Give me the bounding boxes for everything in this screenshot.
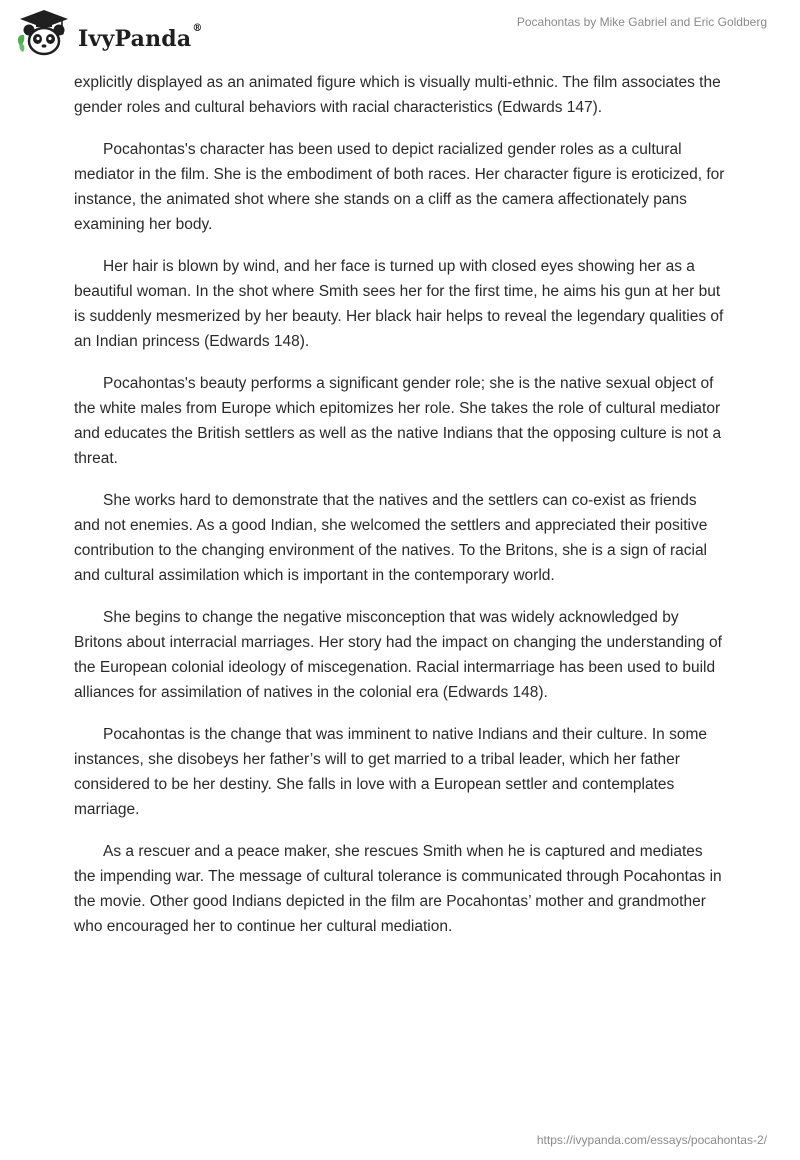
paragraph-8: As a rescuer and a peace maker, she rescues Smith when he is captured and mediates the impending war. The message of cultural tolerance is communicated through Pocahontas in the movie. Other good Indians depicted in the film are Pocahontas’ mother and grandmother who encouraged her to continue her cultural mediation. [74,843,722,935]
essay-body [74,70,726,956]
registered-mark: ® [192,23,203,34]
document-title: Pocahontas by Mike Gabriel and Eric Goldberg [516,15,767,29]
ivypanda-logo[interactable] [14,8,214,60]
paragraph-7: Pocahontas is the change that was imminent to native Indians and their culture. In some instances, she disobeys her father’s will to get married to a tribal leader, which her father considered to be her destiny. She falls in love with a European settler and contemplates marriage. [74,726,707,818]
page-header [0,0,800,70]
paragraph-3: Her hair is blown by wind, and her face is turned up with closed eyes showing her as a beautiful woman. In the shot where Smith sees her for the first time, he aims his gun at her but is suddenly mesmerized by her beauty. Her black hair helps to reveal the legendary qualities of an Indian princess (Edwards 148). [74,258,724,350]
paragraph-6: She begins to change the negative misconception that was widely acknowledged by Britons about interracial marriages. Her story had the impact on changing the understanding of the European colonial ideology of miscegenation. Racial intermarriage has been used to build alliances for assimilation of natives in the colonial era (Edwards 148). [74,609,722,701]
paragraph-1: explicitly displayed as an animated figure which is visually multi-ethnic. The film associates the gender roles and cultural behaviors with racial characteristics (Edwards 147). [74,74,721,116]
panda-graduate-icon [14,8,74,60]
paragraph-2: Pocahontas's character has been used to depict racialized gender roles as a cultural mediator in the film. She is the embodiment of both races. Her character figure is eroticized, for instance, the animated shot where she stands on a cliff as the camera affectionately pans examining her body. [74,141,725,233]
brand-name [78,23,203,52]
brand-name-text: IvyPanda [78,26,192,52]
paragraph-4: Pocahontas's beauty performs a significant gender role; she is the native sexual object of the white males from Europe which epitomizes her role. She takes the role of cultural mediator and educates the British settlers as well as the native Indians that the opposing culture is not a threat. [74,375,722,467]
paragraph-5: She works hard to demonstrate that the natives and the settlers can co-exist as friends and not enemies. As a good Indian, she welcomed the settlers and appreciated their positive contribution to the changing environment of the natives. To the Britons, she is a sign of racial and cultural assimilation which is important in the contemporary world. [74,492,708,584]
source-url-link[interactable]: https://ivypanda.com/essays/pocahontas-2/ [536,1133,767,1147]
